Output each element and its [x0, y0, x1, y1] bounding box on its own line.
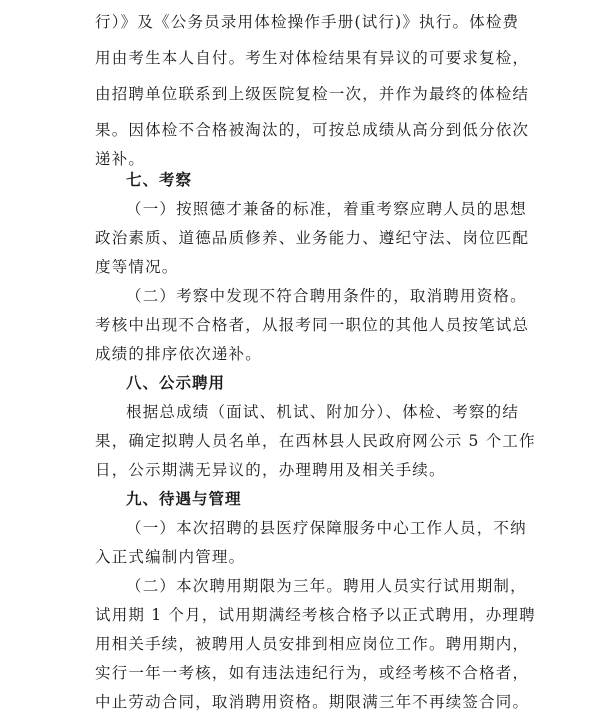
paragraph-line: 果。因体检不合格被淘汰的，可按总成绩从高分到低分依次 [95, 121, 530, 139]
section-heading: 九、待遇与管理 [126, 490, 242, 508]
paragraph-line: 由招聘单位联系到上级医院复检一次，并作为最终的体检结 [95, 85, 530, 103]
paragraph-line: 试用期 1 个月，试用期满经考核合格予以正式聘用，办理聘 [95, 606, 536, 624]
paragraph-line: （二）考察中发现不符合聘用条件的，取消聘用资格。 [126, 287, 527, 305]
paragraph-line: 入正式编制内管理。 [95, 548, 246, 566]
paragraph-line: 考核中出现不合格者，从报考同一职位的其他人员按笔试总 [95, 316, 530, 334]
paragraph-line: （一）按照德才兼备的标准，着重考察应聘人员的思想 [126, 200, 527, 218]
paragraph-line: 中止劳动合同，取消聘用资格。期限满三年不再续签合同。 [95, 693, 530, 711]
paragraph-line: 日，公示期满无异议的，办理聘用及相关手续。 [95, 461, 446, 479]
paragraph-line: 果，确定拟聘人员名单，在西林县人民政府网公示 5 个工作 [95, 432, 536, 450]
paragraph-line: 实行一年一考核，如有违法违纪行为，或经考核不合格者， [95, 664, 530, 682]
paragraph-line: 用由考生本人自付。考生对体检结果有异议的可要求复检， [95, 49, 530, 67]
paragraph-line: 根据总成绩（面试、机试、附加分）、体检、考察的结 [126, 403, 520, 421]
section-heading: 七、考察 [126, 171, 193, 189]
paragraph-line: 政治素质、道德品质修养、业务能力、遵纪守法、岗位匹配 [95, 229, 530, 247]
paragraph-line: 度等情况。 [95, 258, 179, 276]
paragraph-line: 用相关手续，被聘用人员安排到相应岗位工作。聘用期内， [95, 635, 530, 653]
section-heading: 八、公示聘用 [126, 374, 226, 392]
paragraph-line: 递补。 [95, 150, 146, 168]
paragraph-line: 成绩的排序依次递补。 [95, 345, 263, 363]
paragraph-line: （一）本次招聘的县医疗保障服务中心工作人员，不纳 [126, 519, 527, 537]
paragraph-line: （二）本次聘用期限为三年。聘用人员实行试用期制， [126, 577, 527, 595]
paragraph-line: 行）》及《公务员录用体检操作手册(试行)》执行。体检费 [95, 13, 520, 31]
